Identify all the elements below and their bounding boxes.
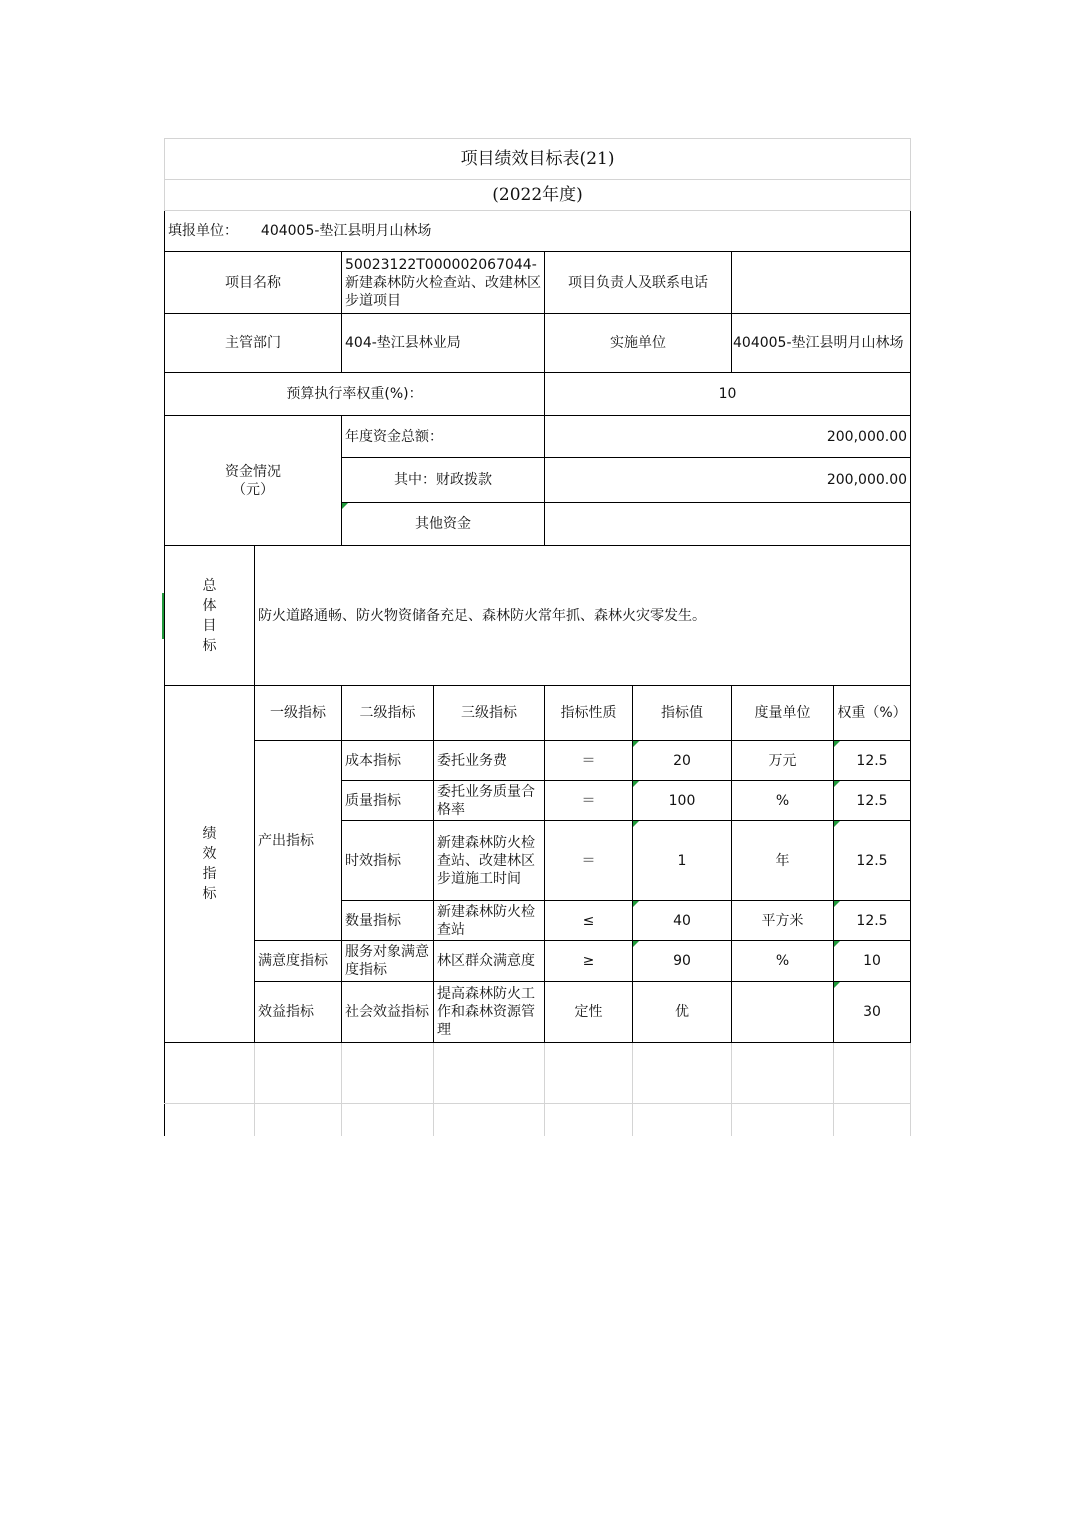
indicator-level1: 效益指标: [255, 982, 342, 1043]
overall-goal-text: 防火道路通畅、防火物资储备充足、森林防火常年抓、森林火灾零发生。: [255, 546, 911, 686]
header-weight: 权重（%）: [834, 686, 911, 741]
empty-cell: [834, 1104, 911, 1136]
funds-label-line2: （元）: [232, 481, 274, 498]
indicator-weight: 10: [834, 941, 911, 982]
indicator-level2: 时效指标: [342, 821, 434, 901]
indicator-nature: ＝: [545, 741, 633, 781]
indicator-nature: ＝: [545, 781, 633, 821]
reporting-unit-label: 填报单位：: [168, 223, 238, 239]
indicator-weight: 12.5: [834, 821, 911, 901]
performance-target-sheet: [164, 138, 910, 1136]
contact-label: 项目负责人及联系电话: [545, 252, 732, 314]
header-level3: 三级指标: [434, 686, 545, 741]
empty-cell: [545, 1104, 633, 1136]
empty-cell: [732, 1104, 834, 1136]
table-subtitle: (2022年度): [165, 180, 911, 211]
empty-grid-row: [165, 1104, 911, 1136]
indicator-nature: ≥: [545, 941, 633, 982]
indicator-row: [165, 741, 911, 781]
header-nature: 指标性质: [545, 686, 633, 741]
indicator-value: 100: [633, 781, 732, 821]
indicator-unit: %: [732, 781, 834, 821]
funds-label: [165, 416, 342, 546]
indicator-value: 优: [633, 982, 732, 1043]
dept-value: 404-垫江县林业局: [342, 314, 545, 373]
dept-label: 主管部门: [165, 314, 342, 373]
indicator-level3: 提高森林防火工作和森林资源管理: [434, 982, 545, 1043]
empty-cell: [342, 1043, 434, 1104]
indicator-unit: 年: [732, 821, 834, 901]
table-title: 项目绩效目标表(21): [165, 139, 911, 180]
empty-cell: [255, 1043, 342, 1104]
project-name-value: 50023122T000002067044-新建森林防火检查站、改建林区步道项目: [342, 252, 545, 314]
project-name-label: 项目名称: [165, 252, 342, 314]
empty-grid-row: [165, 1043, 911, 1104]
indicator-level2: 质量指标: [342, 781, 434, 821]
header-level1: 一级指标: [255, 686, 342, 741]
indicator-level2: 成本指标: [342, 741, 434, 781]
header-unit: 度量单位: [732, 686, 834, 741]
contact-value: [732, 252, 911, 314]
performance-target-table: [164, 138, 911, 1136]
indicator-level2: 服务对象满意度指标: [342, 941, 434, 982]
budget-rate-value: 10: [545, 373, 911, 416]
funds-total-label: 年度资金总额：: [342, 416, 545, 458]
reporting-unit-row: [165, 211, 911, 252]
funds-label-line1: 资金情况: [225, 463, 281, 480]
empty-cell: [255, 1104, 342, 1136]
indicator-level2: 社会效益指标: [342, 982, 434, 1043]
funds-other-value: [545, 503, 911, 546]
funds-fiscal-label: 其中：财政拨款: [342, 458, 545, 503]
perf-indicator-label-text: 绩效指标: [202, 826, 217, 902]
perf-indicator-label: [165, 686, 255, 1043]
indicator-nature: ＝: [545, 821, 633, 901]
indicator-value: 1: [633, 821, 732, 901]
indicator-unit: 平方米: [732, 901, 834, 941]
indicator-value: 20: [633, 741, 732, 781]
indicator-weight: 12.5: [834, 781, 911, 821]
indicator-row: [165, 982, 911, 1043]
indicator-unit: [732, 982, 834, 1043]
indicator-weight: 12.5: [834, 901, 911, 941]
empty-cell: [633, 1104, 732, 1136]
indicator-value: 40: [633, 901, 732, 941]
indicator-level3: 新建森林防火检查站: [434, 901, 545, 941]
indicator-level1: 产出指标: [255, 741, 342, 941]
funds-total-value: 200,000.00: [545, 416, 911, 458]
overall-goal-label-text: 总体目标: [202, 577, 217, 654]
reporting-unit-value: 404005-垫江县明月山林场: [260, 223, 432, 239]
funds-other-label: 其他资金: [342, 503, 545, 546]
empty-cell: [633, 1043, 732, 1104]
empty-cell: [545, 1043, 633, 1104]
indicator-weight: 12.5: [834, 741, 911, 781]
header-level2: 二级指标: [342, 686, 434, 741]
indicator-unit: 万元: [732, 741, 834, 781]
indicator-level3: 林区群众满意度: [434, 941, 545, 982]
indicator-nature: 定性: [545, 982, 633, 1043]
overall-goal-label: [165, 546, 255, 686]
indicator-level3: 新建森林防火检查站、改建林区步道施工时间: [434, 821, 545, 901]
indicator-level2: 数量指标: [342, 901, 434, 941]
indicator-weight: 30: [834, 982, 911, 1043]
indicator-unit: %: [732, 941, 834, 982]
empty-cell: [434, 1104, 545, 1136]
indicator-level3: 委托业务费: [434, 741, 545, 781]
empty-cell: [732, 1043, 834, 1104]
indicator-nature: ≤: [545, 901, 633, 941]
indicator-level1: 满意度指标: [255, 941, 342, 982]
empty-cell: [342, 1104, 434, 1136]
empty-cell: [165, 1104, 255, 1136]
funds-fiscal-value: 200,000.00: [545, 458, 911, 503]
indicator-value: 90: [633, 941, 732, 982]
budget-rate-label: 预算执行率权重(%)：: [165, 373, 545, 416]
header-value: 指标值: [633, 686, 732, 741]
empty-cell: [165, 1043, 255, 1104]
impl-unit-label: 实施单位: [545, 314, 732, 373]
impl-unit-value: 404005-垫江县明月山林场: [732, 314, 911, 373]
indicator-level3: 委托业务质量合格率: [434, 781, 545, 821]
indicator-row: [165, 941, 911, 982]
empty-cell: [834, 1043, 911, 1104]
empty-cell: [434, 1043, 545, 1104]
